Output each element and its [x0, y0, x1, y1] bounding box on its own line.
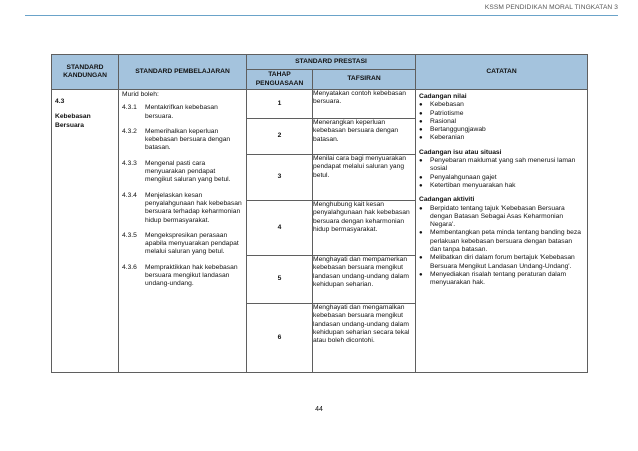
document-header: KSSM PENDIDIKAN MORAL TINGKATAN 3: [484, 4, 618, 11]
tafsiran-cell: Menghubung kait kesan penyalahgunaan hak kebebasan bersuara dengan keharmonian hidup bermasyarakat.: [313, 201, 416, 256]
aktiviti-item: [419, 254, 584, 271]
pembelajaran-item: [122, 160, 243, 185]
tahap-cell: 4: [247, 201, 313, 256]
header-rule: [25, 15, 618, 16]
header-standard-kandungan: STANDARD KANDUNGAN: [52, 55, 119, 90]
pembelajaran-item-number: 4.3.4: [122, 191, 137, 199]
bullet-icon: ●: [419, 205, 423, 212]
tafsiran-cell: Menghayati dan mengamalkan kebebasan bersuara mengikut landasan undang-undang dalam kehidupan seharian secara tekal atau boleh dicontohi.: [313, 304, 416, 373]
standard-kandungan-cell: [52, 90, 119, 373]
header-catatan: CATATAN: [416, 55, 588, 90]
kandungan-title: Kebebasan Bersuara: [55, 113, 91, 129]
nilai-text: Kebebasan: [430, 101, 464, 109]
aktiviti-item: [419, 205, 584, 230]
pembelajaran-item-text: Menjelaskan kesan penyalahgunaan hak kebebasan bersuara terhadap keharmonian hidup bermasyarakat.: [145, 191, 242, 224]
bullet-icon: ●: [419, 127, 423, 134]
pembelajaran-item-text: Memerihalkan keperluan kebebasan bersuara dengan batasan.: [145, 127, 231, 152]
aktiviti-item: [419, 271, 584, 288]
bullet-icon: ●: [419, 135, 423, 142]
pembelajaran-item-number: 4.3.5: [122, 231, 137, 239]
isu-item: [419, 174, 584, 182]
bullet-icon: ●: [419, 271, 423, 278]
cadangan-aktiviti-heading: Cadangan aktiviti: [419, 196, 475, 204]
nilai-text: Rasional: [430, 117, 457, 125]
pembelajaran-item: [122, 104, 243, 121]
nilai-item: [419, 126, 584, 134]
tahap-cell: 3: [247, 155, 313, 201]
bullet-icon: ●: [419, 102, 423, 109]
nilai-text: Keberanian: [430, 134, 465, 142]
cadangan-nilai-heading: Cadangan nilai: [419, 93, 467, 100]
tahap-cell: 6: [247, 304, 313, 373]
standard-pembelajaran-cell: [119, 90, 247, 373]
pembelajaran-item-text: Mengenal pasti cara menyuarakan pendapat mengikut saluran yang betul.: [145, 159, 231, 184]
isu-text: Penyebaran maklumat yang sah menerusi laman sosial: [430, 157, 576, 173]
nilai-list: [419, 101, 584, 142]
bullet-icon: ●: [419, 174, 423, 181]
header-tafsiran: TAFSIRAN: [313, 70, 416, 90]
pembelajaran-item-text: Mempraktikkan hak kebebasan bersuara mengikut landasan undang-undang.: [145, 263, 238, 288]
nilai-item: [419, 118, 584, 126]
tafsiran-cell: Menilai cara bagi menyuarakan pendapat melalui saluran yang betul.: [313, 155, 416, 201]
pembelajaran-item: [122, 264, 243, 289]
aktiviti-list: [419, 205, 584, 288]
pembelajaran-item-text: Mentakrifkan kebebasan bersuara.: [145, 104, 218, 120]
header-standard-prestasi: STANDARD PRESTASI: [247, 55, 416, 70]
bullet-icon: ●: [419, 110, 423, 117]
nilai-item: [419, 101, 584, 109]
tafsiran-cell: Menghayati dan mempamerkan kebebasan bersuara mengikut landasan undang-undang dalam kehidupan seharian.: [313, 256, 416, 304]
tahap-cell: 2: [247, 119, 313, 155]
nilai-text: Bertanggungjawab: [430, 126, 486, 134]
tafsiran-cell: Menerangkan keperluan kebebasan bersuara dengan batasan.: [313, 119, 416, 155]
nilai-item: [419, 110, 584, 118]
tahap-cell: 1: [247, 90, 313, 119]
pembelajaran-item-number: 4.3.2: [122, 127, 137, 135]
isu-list: [419, 157, 584, 190]
bullet-icon: ●: [419, 182, 423, 189]
isu-item: [419, 182, 584, 190]
pembelajaran-item: [122, 232, 243, 257]
pembelajaran-item-text: Mengekspresikan perasaan apabila menyuarakan pendapat melalui saluran yang betul.: [145, 231, 239, 256]
tafsiran-cell: Menyatakan contoh kebebasan bersuara.: [313, 90, 416, 119]
nilai-item: [419, 134, 584, 142]
cadangan-isu-heading: Cadangan isu atau situasi: [419, 148, 502, 156]
bullet-icon: ●: [419, 158, 423, 165]
isu-item: [419, 157, 584, 174]
pembelajaran-intro: Murid boleh:: [122, 91, 159, 98]
pembelajaran-item: [122, 128, 243, 153]
header-standard-pembelajaran: STANDARD PEMBELAJARAN: [119, 55, 247, 90]
catatan-cell: [416, 90, 588, 373]
aktiviti-text: Membentangkan peta minda tentang banding beza perlakuan kebebasan bersuara dengan batasan dan tanpa batasan.: [430, 229, 581, 254]
header-tahap-penguasaan: TAHAP PENGUASAAN: [247, 70, 313, 90]
bullet-icon: ●: [419, 230, 423, 237]
pembelajaran-item-number: 4.3.1: [122, 104, 137, 112]
kandungan-number: 4.3: [55, 98, 65, 105]
nilai-text: Patriotisme: [430, 109, 464, 117]
bullet-icon: ●: [419, 118, 423, 125]
page-number: 44: [315, 406, 323, 413]
aktiviti-text: Menyediakan risalah tentang peraturan dalam menyuarakan hak.: [430, 270, 567, 287]
isu-text: Ketertiban menyuarakan hak: [430, 181, 516, 189]
aktiviti-item: [419, 229, 584, 254]
pembelajaran-item: [122, 192, 243, 225]
curriculum-table: [51, 54, 588, 373]
bullet-icon: ●: [419, 255, 423, 262]
pembelajaran-item-number: 4.3.3: [122, 159, 137, 167]
isu-text: Penyalahgunaan gajet: [430, 173, 497, 181]
tahap-cell: 5: [247, 256, 313, 304]
pembelajaran-item-number: 4.3.6: [122, 263, 137, 271]
aktiviti-text: Berpidato tentang tajuk 'Kebebasan Bersuara dengan Batasan Sebagai Asas Keharmonian Negara'.: [430, 204, 565, 229]
aktiviti-text: Melibatkan diri dalam forum bertajuk 'Kebebasan Bersuara Mengikut Landasan Undang-Undang'.: [430, 254, 575, 270]
